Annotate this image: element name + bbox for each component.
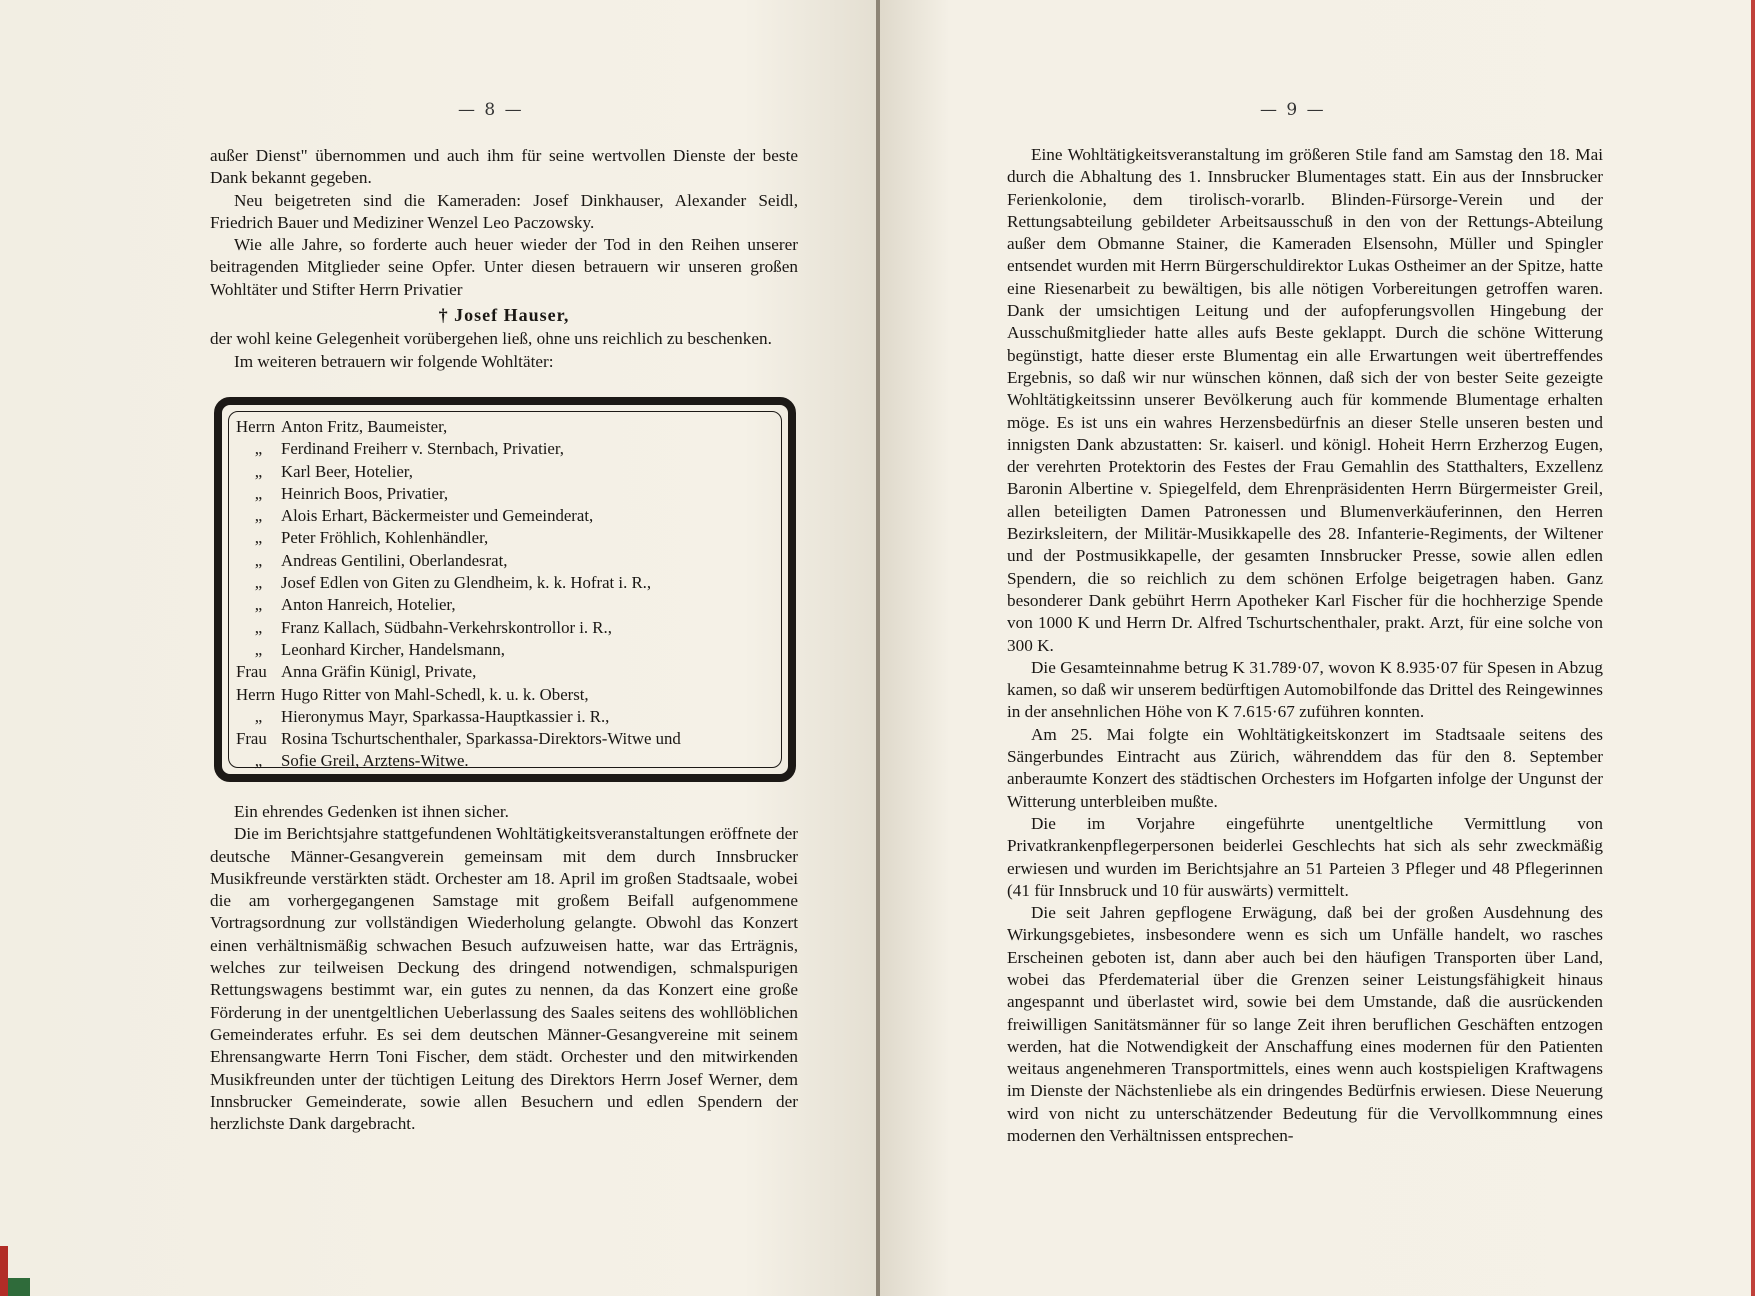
- right-text: [1007, 144, 1603, 1147]
- list-item: Herrn Hugo Ritter von Mahl-Schedl, k. u. k. Oberst,: [236, 684, 589, 704]
- list-item: „ Heinrich Boos, Privatier,: [254, 483, 449, 503]
- deceased-name: † Josef Hauser,: [438, 305, 570, 326]
- list-item: „ Ferdinand Freiherr v. Sternbach, Privatier,: [254, 439, 564, 459]
- list-item: „ Karl Beer, Hotelier,: [254, 461, 413, 481]
- list-item: „ Peter Fröhlich, Kohlenhändler,: [254, 528, 489, 548]
- paragraph: Am 25. Mai folgte ein Wohltätigkeitskonzert im Stadtsaale seitens des Sängerbundes Eintracht aus Zürich, währenddem das für den 8. September anberaumte Konzert des städtischen Orchesters im Hofgarten infolge der Ungunst der Witterung unterbleiben mußte.: [1007, 724, 1603, 811]
- paragraph: der wohl keine Gelegenheit vorübergehen ließ, ohne uns reichlich zu beschenken.: [210, 329, 772, 349]
- list-item: „ Franz Kallach, Südbahn-Verkehrskontrollor i. R.,: [254, 617, 612, 637]
- page-number: — 8 —: [458, 100, 524, 120]
- benefactor-list: [236, 416, 776, 773]
- left-text-bottom: [210, 801, 798, 1135]
- right-page: [880, 0, 1755, 1296]
- list-item: Herrn Anton Fritz, Baumeister,: [236, 417, 448, 436]
- list-item: „ Leonhard Kircher, Handelsmann,: [254, 639, 505, 659]
- binding-edge: [0, 1246, 8, 1296]
- binding-corner: [8, 1278, 30, 1296]
- paragraph: Die im Vorjahre eingeführte unentgeltliche Vermittlung von Privatkrankenpflegerpersonen beiderlei Geschlechts hat sich als sehr zweckmäßig erwiesen und wurden im Berichtsjahre an 51 Parteien 3 Pfleger und 48 Pflegerinnen (41 für Innsbruck und 10 für auswärts) vermittelt.: [1007, 813, 1603, 900]
- left-text-top: [210, 145, 798, 373]
- list-item: Frau Anna Gräfin Künigl, Private,: [236, 662, 477, 682]
- list-item: „ Anton Hanreich, Hotelier,: [254, 595, 456, 615]
- paragraph: Die im Berichtsjahre stattgefundenen Wohltätigkeitsveranstaltungen eröffnete der deutsche Männer-Gesangverein gemeinsam mit dem durch Innsbrucker Musikfreunde verstärkten städt. Orchester am 18. April im großen Stadtsaale, wobei die am vorhergegangenen Samstage mit großem Beifall aufgenommene Vortragsordnung zur vollständigen Wiederholung gelangte. Obwohl das Konzert einen verhältnismäßig schwachen Besuch aufzuweisen hatte, war das Erträgnis, welches zur teilweisen Deckung des dringend notwendigen, schmalspurigen Rettungswagens bestimmt war, ein gutes zu nennen, da das Konzert eine große Förderung in der unentgeltlichen Ueberlassung des Saales seitens des wohllöblichen Gemeinderates erfuhr. Es sei dem deutschen Männer-Gesangvereine mit seinem Ehrensangwarte Herrn Toni Fischer, dem städt. Orchester und den mitwirkenden Musikfreunden unter der tüchtigen Leitung des Direktors Herrn Josef Werner, dem Innsbrucker Gemeinderate, sowie allen Besuchern und edlen Spendern der herzlichste Dank dargebracht.: [210, 824, 798, 1134]
- paragraph: Die Gesamteinnahme betrug K 31.789·07, wovon K 8.935·07 für Spesen in Abzug kamen, so daß wir unserem bedürftigen Automobilfonde das Drittel des Reingewinnes in der ansehnlichen Höhe von K 7.615·67 zuführen konnten.: [1007, 657, 1603, 722]
- left-page: [0, 0, 876, 1296]
- paragraph: Die seit Jahren gepflogene Erwägung, daß bei der großen Ausdehnung des Wirkungsgebietes, insbesondere wenn es sich um Unfälle handelt, wo rasches Erscheinen geboten ist, dann aber auch bei den häufigen Transporten über Land, wobei das Pferdematerial über die Grenzen seiner Leistungsfähigkeit hinaus angespannt und überlastet wird, sowie bei dem Umstande, daß die ausrückenden freiwilligen Sanitätsmänner für so lange Zeit ihren beruflichen Geschäften entzogen werden, hat die Notwendigkeit der Anschaffung eines modernen für den Patienten weitaus angenehmeren Transportmittels, eines wenn auch kostspieligen Kraftwagens im Dienste der Nächstenliebe als ein dringendes Bedürfnis erwiesen. Diese Neuerung wird von nicht zu unterschätzender Bedeutung für die Vervollkommnung eines modernen den Verhältnissen entsprechen-: [1007, 903, 1603, 1146]
- page-number: — 9 —: [1260, 100, 1326, 120]
- list-item: „ Andreas Gentilini, Oberlandesrat,: [254, 550, 508, 570]
- list-item: „ Alois Erhart, Bäckermeister und Gemeinderat,: [254, 506, 594, 526]
- list-item: „ Josef Edlen von Giten zu Glendheim, k. k. Hofrat i. R.,: [254, 573, 652, 593]
- paragraph: Im weiteren betrauern wir folgende Wohltäter:: [234, 351, 554, 371]
- paragraph: Eine Wohltätigkeitsveranstaltung im größeren Stile fand am Samstag den 18. Mai durch die Abhaltung des 1. Innsbrucker Blumentages statt. Ein aus der Innsbrucker Ferienkolonie, dem tirolisch-vorarlb. Blinden-Fürsorge-Verein und der Rettungsabteilung gebildeter Arbeitsausschuß in den von der Rettungs-Abteilung außer dem Obmanne Stainer, die Kameraden Elsensohn, Müller und Spingler entsendet wurden mit Herrn Bürgerschuldirektor Lukas Ostheimer an der Spitze, hatte eine Riesenarbeit zu bewältigen, bis alle nötigen Vorbereitungen getroffen waren. Dank der umsichtigen Leitung und der aufopferungsvollen Hingebung der Ausschußmitglieder hatte alles aufs Beste geklappt. Durch die schöne Witterung begünstigt, hatte dieser erste Blumentag ein alle Erwartungen weit übertreffendes Ergebnis, so daß wir nur wünschen können, daß sich der von bester Seite gezeigte Wohltätigkeitssinn unserer Bevölkerung auch für kommende Blumentage erhalten möge. Es ist uns ein wahres Herzensbedürfnis an dieser Stelle unseren besten und innigsten Dank abzustatten: Sr. kaiserl. und königl. Hoheit Herrn Erzherzog Eugen, der verehrten Protektorin des Festes der Frau Gemahlin des Statthalters, Exzellenz Baronin Albertine v. Spiegelfeld, dem Ehrenpräsidenten Herrn Bürgermeister Greil, allen beteiligten Damen Patronessen und Blumenverkäuferinnen, den Herren Bezirksleitern, der Militär-Musikkapelle des 28. Infanterie-Regiments, der Wiltener und der Postmusikkapelle, der gesamten Innsbrucker Presse, sowie allen edlen Spendern, die so reichlich zu dem schönen Erfolge beigetragen haben. Ganz besonderer Dank gebührt Herrn Apotheker Karl Fischer für die hochherzige Spende von 1000 K und Herrn Dr. Alfred Tschurtschenthaler, prakt. Arzt, für eine solche von 300 K.: [1007, 145, 1603, 655]
- paragraph: Ein ehrendes Gedenken ist ihnen sicher.: [234, 802, 509, 821]
- page-edge: [1751, 0, 1755, 1296]
- paragraph: Neu beigetreten sind die Kameraden: Josef Dinkhauser, Alexander Seidl, Friedrich Bauer und Mediziner Wenzel Leo Paczowsky.: [210, 190, 798, 232]
- list-item: „ Hieronymus Mayr, Sparkassa-Hauptkassier i. R.,: [254, 706, 610, 726]
- paragraph: außer Dienst" übernommen und auch ihm für seine wertvollen Dienste der beste Dank bekannt gegeben.: [210, 146, 798, 188]
- list-item: „ Sofie Greil, Arztens-Witwe.: [254, 751, 469, 771]
- list-item: Frau Rosina Tschurtschenthaler, Sparkassa-Direktors-Witwe und: [236, 729, 681, 749]
- paragraph: Wie alle Jahre, so forderte auch heuer wieder der Tod in den Reihen unserer beitragenden Mitglieder seine Opfer. Unter diesen betrauern wir unseren großen Wohltäter und Stifter Herrn Privatier: [210, 235, 798, 299]
